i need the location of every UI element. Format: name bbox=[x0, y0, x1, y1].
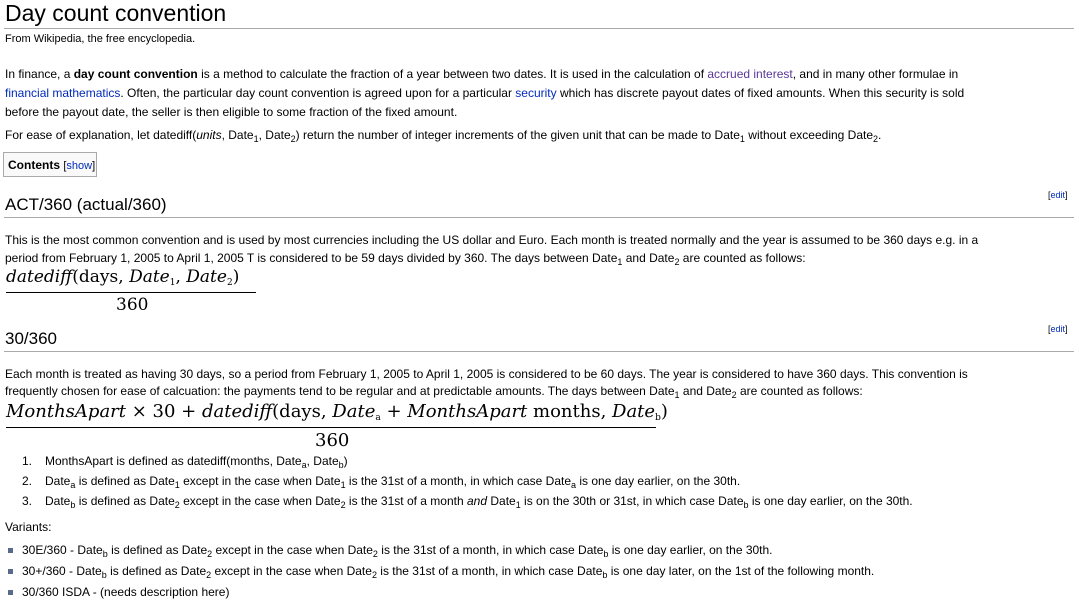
subscript: 1 bbox=[739, 134, 745, 144]
edit-link[interactable]: edit bbox=[1050, 190, 1066, 200]
variant-text: is one day later, on the 1st of the following month. bbox=[607, 564, 875, 578]
subscript: 2 bbox=[873, 134, 879, 144]
table-of-contents bbox=[3, 152, 97, 177]
list-number: 2. bbox=[21, 474, 32, 488]
item-text: is defined as Date bbox=[75, 494, 175, 508]
subscript: b bbox=[338, 460, 344, 470]
formula-act360-numerator bbox=[6, 267, 239, 287]
tagline: From Wikipedia, the free encyclopedia. bbox=[5, 33, 196, 45]
formula-act360-denominator: 360 bbox=[116, 295, 149, 315]
definitions-list bbox=[20, 452, 1070, 512]
30360-paragraph-line-1: Each month is treated as having 30 days, so a period from February 1, 2005 to April 1, 2005 is considered to be 60 days. The year is considered to have 360 days. This convention is bbox=[5, 367, 968, 381]
item-text: Date bbox=[487, 494, 516, 508]
formula-term: Date bbox=[186, 267, 227, 287]
paragraph-text: and Date bbox=[622, 251, 675, 265]
paragraph-text: are counted as follows: bbox=[736, 384, 863, 398]
variant-text: 30+/360 - Date bbox=[22, 564, 102, 578]
paragraph-text: period from February 1, 2005 to April 1, 2005 T is considered to be 59 days divided by 360. The days between Date bbox=[5, 251, 618, 265]
variant-text: except in the case when Date bbox=[211, 564, 372, 578]
list-item bbox=[20, 472, 1070, 492]
formula-term: , bbox=[175, 267, 187, 287]
intro-text: . Often, the particular day count convention is agreed upon for a particular bbox=[120, 86, 516, 100]
subscript: 2 bbox=[731, 390, 737, 400]
ease-text: , Date bbox=[258, 128, 291, 142]
section-heading-act360: ACT/360 (actual/360) bbox=[5, 195, 167, 214]
subscript: b bbox=[102, 549, 108, 559]
formula-term: ) bbox=[660, 401, 668, 422]
toc-label: Contents bbox=[8, 158, 60, 172]
formula-term: + bbox=[380, 401, 408, 422]
formula-term: Date bbox=[612, 401, 656, 422]
subscript: 2 bbox=[371, 570, 377, 580]
formula-term: Date bbox=[332, 401, 376, 422]
variant-text: is the 31st of a month, in which case Date bbox=[377, 543, 604, 557]
item-text: is one day earlier, on the 30th. bbox=[576, 474, 741, 488]
subscript: 2 bbox=[206, 570, 212, 580]
variant-text: is one day earlier, on the 30th. bbox=[608, 543, 773, 557]
paragraph-text: frequently chosen for ease of calcuation: the payments tend to be regular and at predictable amounts. The days between Date bbox=[5, 384, 675, 398]
bullet-icon bbox=[8, 548, 13, 553]
formula-30360-denominator: 360 bbox=[315, 430, 350, 451]
subscript: b bbox=[655, 413, 661, 423]
fraction-bar bbox=[6, 427, 656, 428]
section-heading-30360: 30/360 bbox=[5, 329, 57, 348]
intro-text: which has discrete payout dates of fixed amounts. When this security is sold bbox=[556, 86, 965, 100]
subscript: b bbox=[602, 570, 608, 580]
section-divider bbox=[4, 217, 1074, 218]
ease-text: without exceeding Date bbox=[744, 128, 874, 142]
intro-bold-term: day count convention bbox=[73, 67, 198, 81]
variants-label: Variants: bbox=[5, 520, 52, 534]
item-italic: and bbox=[466, 494, 488, 508]
subscript: b bbox=[743, 500, 749, 510]
edit-section-act360[interactable]: [edit] bbox=[1048, 190, 1068, 200]
link-security[interactable]: security bbox=[515, 86, 557, 100]
paragraph-text: and Date bbox=[679, 384, 732, 398]
ease-text: . bbox=[878, 128, 882, 142]
variant-text: 30E/360 - Date bbox=[22, 543, 103, 557]
subscript: 1 bbox=[515, 500, 521, 510]
bullet-icon bbox=[8, 590, 13, 595]
ease-paragraph bbox=[5, 126, 881, 145]
ease-text: , Date bbox=[221, 128, 254, 142]
variant-item bbox=[22, 562, 874, 581]
subscript: a bbox=[70, 480, 76, 490]
formula-term: months, bbox=[527, 401, 613, 422]
list-item bbox=[20, 492, 1070, 512]
link-accrued-interest[interactable]: accrued interest bbox=[707, 67, 793, 81]
formula-term: ) bbox=[232, 267, 240, 287]
subscript: 2 bbox=[340, 500, 346, 510]
edit-section-30360[interactable]: [edit] bbox=[1048, 324, 1068, 334]
intro-text: is a method to calculate the fraction of a year between two dates. It is used in the calculation of bbox=[197, 67, 708, 81]
paragraph-text: are counted as follows: bbox=[679, 251, 806, 265]
subscript: b bbox=[70, 500, 76, 510]
ease-text: For ease of explanation, let datediff( bbox=[5, 128, 197, 142]
subscript: b bbox=[603, 549, 609, 559]
variant-item bbox=[22, 541, 773, 560]
title-divider bbox=[4, 28, 1074, 29]
variant-item bbox=[22, 583, 229, 602]
intro-text: , and in many other formulae in bbox=[792, 67, 959, 81]
toc-show-link[interactable]: show bbox=[66, 160, 93, 172]
formula-term: datediff bbox=[6, 267, 73, 287]
list-item bbox=[20, 452, 1070, 472]
subscript: a bbox=[571, 480, 577, 490]
variant-text: is defined as Date bbox=[106, 564, 207, 578]
item-text: is defined as Date bbox=[75, 474, 175, 488]
item-text: is the 31st of a month, in which case Date bbox=[345, 474, 572, 488]
section-divider bbox=[4, 351, 1074, 352]
item-text: is on the 30th or 31st, in which case Date bbox=[520, 494, 744, 508]
subscript: 1 bbox=[253, 134, 259, 144]
intro-line-3: before the payout date, the seller is then eligible to some fraction of the fixed amount. bbox=[5, 105, 458, 119]
variant-text: is defined as Date bbox=[107, 543, 208, 557]
formula-term: datediff bbox=[201, 401, 273, 422]
subscript: 2 bbox=[290, 134, 296, 144]
subscript: 1 bbox=[174, 480, 180, 490]
act360-paragraph-line-2 bbox=[5, 249, 806, 268]
subscript: 2 bbox=[674, 257, 680, 267]
item-text: except in the case when Date bbox=[179, 474, 341, 488]
item-text: , Date bbox=[306, 454, 339, 468]
30360-paragraph-line-2 bbox=[5, 382, 863, 401]
list-item-text bbox=[45, 452, 348, 471]
subscript: a bbox=[375, 413, 381, 423]
formula-term: Date bbox=[129, 267, 170, 287]
item-text: except in the case when Date bbox=[179, 494, 341, 508]
subscript: 2 bbox=[226, 278, 233, 288]
formula-30360-numerator bbox=[6, 401, 668, 422]
subscript: 1 bbox=[674, 390, 680, 400]
formula-term: MonthsApart bbox=[6, 401, 127, 422]
act360-paragraph-line-1: This is the most common convention and is used by most currencies including the US dollar and Euro. Each month is treated normally and the year is assumed to be 360 days e.g. in a bbox=[5, 233, 979, 247]
item-text: is one day earlier, on the 30th. bbox=[748, 494, 913, 508]
ease-units: units bbox=[196, 128, 222, 142]
edit-link[interactable]: edit bbox=[1050, 324, 1066, 334]
subscript: a bbox=[301, 460, 307, 470]
item-text: is the 31st of a month bbox=[345, 494, 467, 508]
intro-text: In finance, a bbox=[5, 67, 74, 81]
intro-line-1 bbox=[5, 65, 958, 84]
subscript: 1 bbox=[169, 278, 176, 288]
subscript: 1 bbox=[340, 480, 346, 490]
subscript: 2 bbox=[372, 549, 378, 559]
subscript: 2 bbox=[207, 549, 213, 559]
bullet-icon bbox=[8, 569, 13, 574]
item-text: ) bbox=[343, 454, 348, 468]
variant-text: is the 31st of a month, in which case Date bbox=[376, 564, 603, 578]
item-text: Date bbox=[45, 494, 71, 508]
subscript: b bbox=[101, 570, 107, 580]
page-title: Day count convention bbox=[5, 0, 227, 26]
link-financial-mathematics[interactable]: financial mathematics bbox=[5, 86, 121, 100]
item-text: Date bbox=[45, 474, 71, 488]
variant-text: 30/360 ISDA - (needs description here) bbox=[22, 585, 230, 599]
subscript: 2 bbox=[174, 500, 180, 510]
fraction-bar bbox=[6, 292, 256, 293]
variant-text: except in the case when Date bbox=[212, 543, 373, 557]
subscript: 1 bbox=[617, 257, 623, 267]
item-text: MonthsApart is defined as datediff(months, Date bbox=[45, 454, 302, 468]
list-number: 1. bbox=[21, 454, 32, 468]
list-number: 3. bbox=[21, 494, 32, 508]
intro-line-2 bbox=[5, 84, 964, 103]
formula-term: × 30 + bbox=[126, 401, 202, 422]
formula-term: (days, bbox=[72, 267, 130, 287]
formula-term: MonthsApart bbox=[407, 401, 528, 422]
toc-bracket: ] bbox=[92, 160, 96, 172]
toc-bracket: [ bbox=[63, 160, 67, 172]
ease-text: ) return the number of integer increments of the given unit that can be made to Date bbox=[295, 128, 740, 142]
formula-term: (days, bbox=[272, 401, 333, 422]
list-item-text bbox=[45, 472, 740, 491]
list-item-text bbox=[45, 492, 913, 511]
